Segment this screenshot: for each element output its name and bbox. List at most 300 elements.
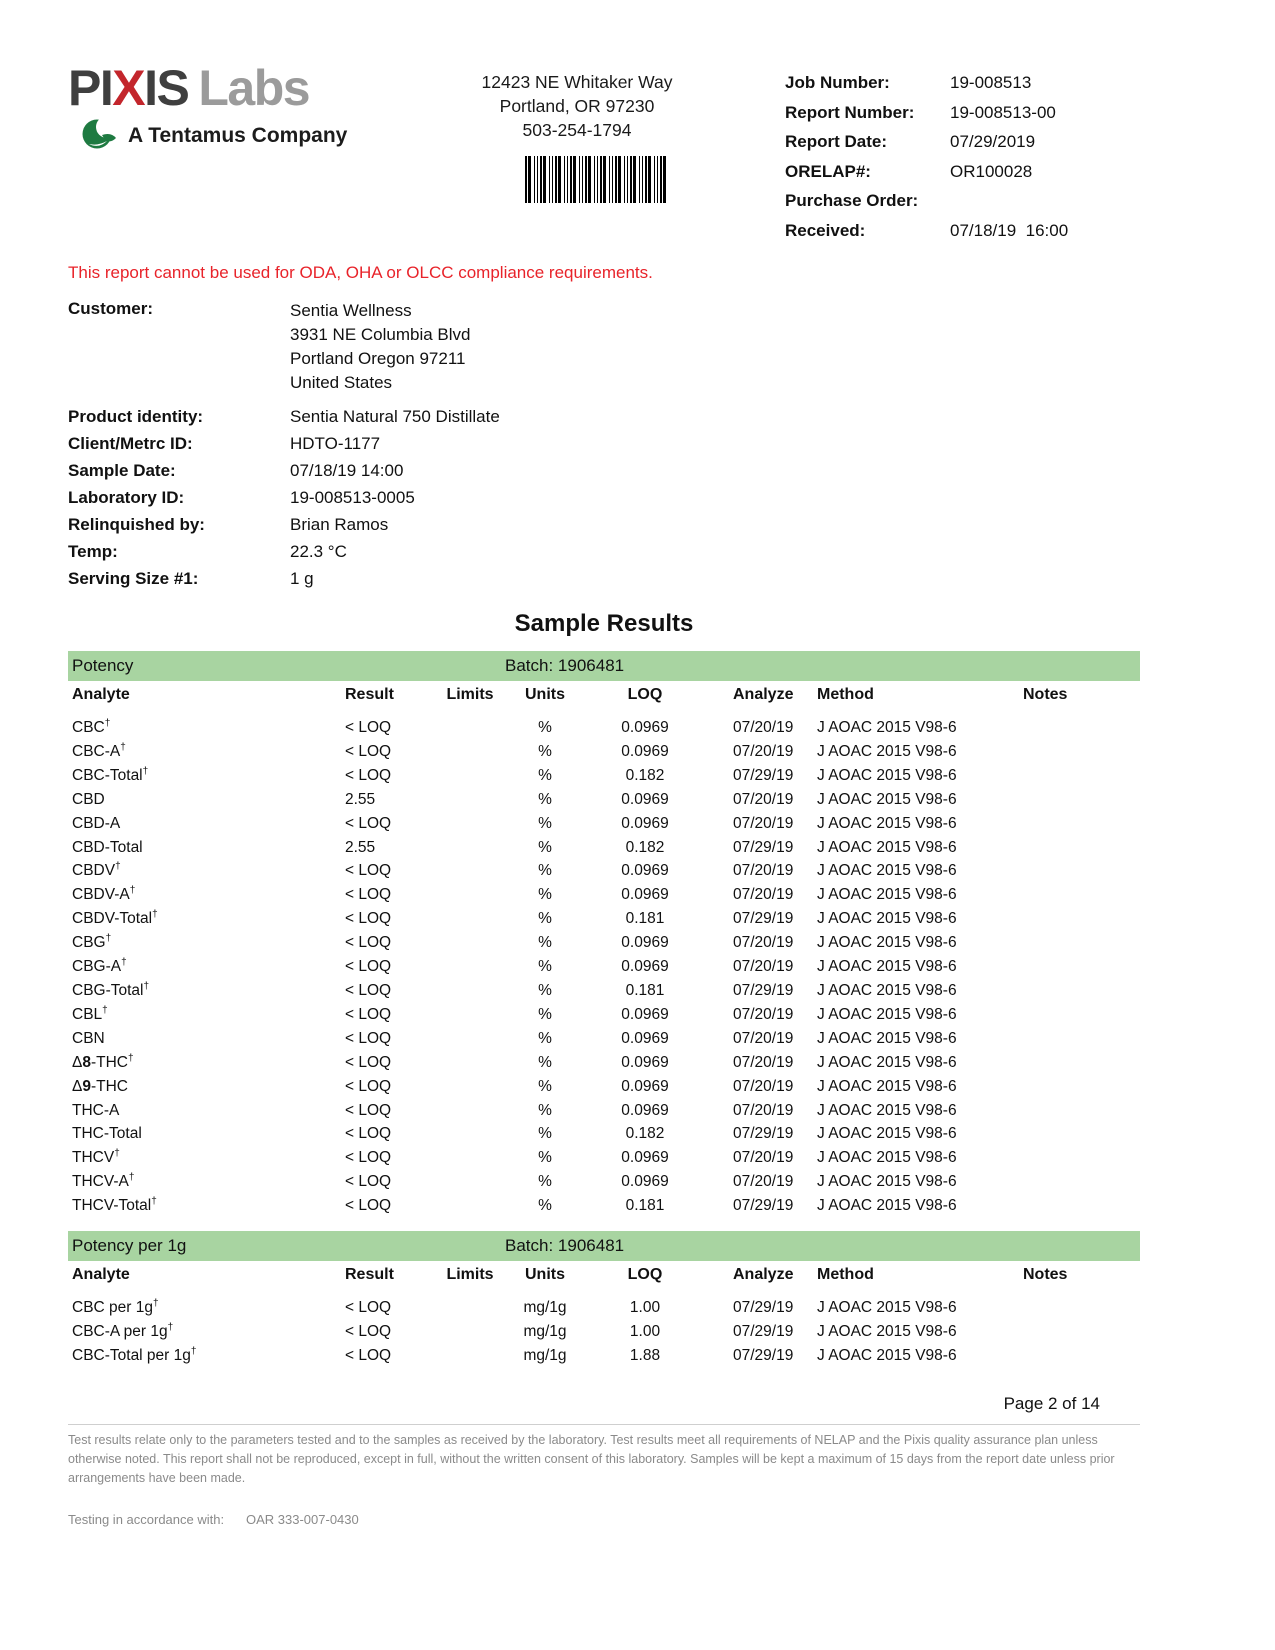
cell-units: %	[538, 1173, 552, 1191]
customer-label: Customer:	[68, 299, 154, 318]
cell-notes	[1015, 1344, 1140, 1368]
customer-address-line: Sentia Wellness	[290, 301, 412, 320]
cell-loq: 0.0969	[621, 862, 669, 880]
cell-loq: 0.0969	[621, 1077, 669, 1095]
column-header-notes: Notes	[1023, 1266, 1068, 1284]
table-row	[68, 716, 1140, 740]
cell-limits	[435, 1099, 505, 1123]
cell-units: %	[538, 886, 552, 904]
lab-address-line: 12423 NE Whitaker Way	[481, 72, 673, 92]
cell-result: < LOQ	[345, 719, 392, 736]
table-row	[68, 931, 1140, 955]
table-body	[68, 1296, 1140, 1368]
meta-label: Report Date:	[785, 132, 888, 151]
sample-info-row	[68, 430, 1140, 457]
cell-units: %	[538, 1077, 552, 1095]
cell-analyte: Δ8-THC†	[72, 1052, 134, 1071]
cell-limits	[435, 1344, 505, 1368]
cell-loq: 0.0969	[621, 934, 669, 952]
cell-analyte: CBC per 1g†	[72, 1297, 159, 1317]
cell-analyte: CBC†	[72, 717, 111, 736]
cell-notes	[1015, 931, 1140, 955]
page-number: Page 2 of 14	[1003, 1393, 1100, 1413]
cell-notes	[1015, 1122, 1140, 1146]
cell-method: J AOAC 2015 V98-6	[817, 1053, 957, 1071]
cell-result: < LOQ	[345, 1053, 392, 1071]
meta-row	[785, 216, 1145, 246]
logo-tagline: A Tentamus Company	[128, 123, 348, 147]
sample-info-label: Serving Size #1:	[68, 569, 199, 588]
cell-analyze: 07/29/19	[733, 1125, 794, 1143]
column-header-analyze: Analyze	[733, 686, 794, 703]
sample-info-label: Sample Date:	[68, 461, 176, 480]
cell-analyte: CBD-Total	[72, 838, 143, 856]
barcode-icon	[525, 156, 667, 203]
column-header-result: Result	[345, 686, 394, 703]
cell-analyze: 07/29/19	[733, 910, 794, 928]
meta-label: ORELAP#:	[785, 161, 871, 181]
cell-loq: 0.181	[625, 1197, 665, 1215]
table-row	[68, 1099, 1140, 1123]
cell-analyze: 07/29/19	[733, 838, 794, 856]
customer-block	[68, 299, 1140, 395]
cell-loq: 0.0969	[621, 1005, 669, 1023]
cell-limits	[435, 812, 505, 836]
sample-info-label: Relinquished by:	[68, 515, 205, 534]
cell-limits	[435, 1296, 505, 1320]
cell-method: J AOAC 2015 V98-6	[817, 719, 957, 736]
report-header	[68, 60, 1140, 240]
cell-analyte: CBN	[72, 1029, 105, 1047]
cell-limits	[435, 1051, 505, 1075]
cell-analyze: 07/20/19	[733, 1053, 794, 1071]
cell-notes	[1015, 836, 1140, 860]
table-row	[68, 1170, 1140, 1194]
cell-notes	[1015, 1051, 1140, 1075]
table-row	[68, 1051, 1140, 1075]
meta-value: 19-008513	[950, 73, 1032, 92]
cell-loq: 0.0969	[621, 1029, 669, 1047]
cell-limits	[435, 883, 505, 907]
cell-result: < LOQ	[345, 1173, 392, 1191]
meta-row	[785, 157, 1145, 187]
cell-loq: 0.0969	[621, 1173, 669, 1191]
cell-analyte: CBD-A	[72, 814, 121, 832]
page-content	[68, 0, 1140, 1529]
sample-info-row	[68, 403, 1140, 430]
sample-results-title: Sample Results	[514, 610, 694, 637]
cell-method: J AOAC 2015 V98-6	[817, 862, 957, 880]
cell-analyze: 07/20/19	[733, 862, 794, 880]
cell-analyze: 07/29/19	[733, 766, 794, 784]
cell-units: %	[538, 934, 552, 952]
section-banner	[68, 651, 1140, 681]
cell-notes	[1015, 1194, 1140, 1218]
cell-method: J AOAC 2015 V98-6	[817, 1029, 957, 1047]
cell-units: %	[538, 742, 552, 760]
cell-loq: 0.0969	[621, 1053, 669, 1071]
cell-analyze: 07/20/19	[733, 814, 794, 832]
sample-info-row	[68, 538, 1140, 565]
table-row	[68, 1122, 1140, 1146]
cell-analyze: 07/29/19	[733, 1299, 794, 1317]
table-row	[68, 1320, 1140, 1344]
cell-analyze: 07/20/19	[733, 790, 794, 808]
column-header-units: Units	[525, 1266, 565, 1284]
cell-analyze: 07/29/19	[733, 981, 794, 999]
cell-limits	[435, 740, 505, 764]
logo-text-x: X	[112, 60, 145, 116]
testing-accordance-value: OAR 333-007-0430	[246, 1511, 359, 1527]
meta-value: 07/29/2019	[950, 132, 1036, 151]
cell-analyte: CBDV-Total†	[72, 909, 158, 928]
cell-result: < LOQ	[345, 1029, 392, 1047]
leaf-icon	[82, 116, 120, 155]
cell-method: J AOAC 2015 V98-6	[817, 886, 957, 904]
cell-method: J AOAC 2015 V98-6	[817, 958, 957, 976]
cell-result: < LOQ	[345, 1101, 392, 1119]
cell-loq: 0.0969	[621, 719, 669, 736]
logo-text-labs: Labs	[198, 60, 310, 116]
cell-notes	[1015, 1075, 1140, 1099]
cell-notes	[1015, 955, 1140, 979]
cell-method: J AOAC 2015 V98-6	[817, 1125, 957, 1143]
cell-result: < LOQ	[345, 934, 392, 952]
cell-method: J AOAC 2015 V98-6	[817, 1077, 957, 1095]
cell-method: J AOAC 2015 V98-6	[817, 1005, 957, 1023]
table-row	[68, 979, 1140, 1003]
cell-units: %	[538, 1197, 552, 1215]
cell-analyze: 07/29/19	[733, 1322, 794, 1340]
table-row	[68, 836, 1140, 860]
column-header-units: Units	[525, 686, 565, 703]
cell-analyte: CBC-A per 1g†	[72, 1321, 174, 1340]
cell-result: 2.55	[345, 790, 376, 808]
meta-label: Purchase Order:	[785, 191, 919, 210]
cell-units: %	[538, 766, 552, 784]
results-section	[68, 1231, 1140, 1368]
cell-limits	[435, 1075, 505, 1099]
cell-analyte: THCV-Total†	[72, 1195, 157, 1215]
sample-info-value: 1 g	[290, 569, 314, 588]
cell-units: mg/1g	[523, 1322, 567, 1340]
meta-row	[785, 98, 1145, 128]
cell-units: %	[538, 1149, 552, 1167]
table-row	[68, 1003, 1140, 1027]
sample-info-label: Product identity:	[68, 407, 204, 426]
cell-analyte: CBDV†	[72, 861, 121, 880]
cell-analyte: CBL†	[72, 1004, 108, 1023]
sample-info-value: 22.3 °C	[290, 542, 347, 561]
cell-method: J AOAC 2015 V98-6	[817, 1101, 957, 1119]
sample-info-value: Brian Ramos	[290, 515, 389, 534]
column-header-analyte: Analyte	[72, 686, 130, 703]
column-header-method: Method	[817, 1266, 874, 1284]
cell-notes	[1015, 1170, 1140, 1194]
table-row	[68, 812, 1140, 836]
section-banner-title: Potency per 1g	[72, 1236, 187, 1256]
cell-analyze: 07/20/19	[733, 1101, 794, 1119]
cell-units: %	[538, 862, 552, 880]
table-row	[68, 1146, 1140, 1170]
cell-method: J AOAC 2015 V98-6	[817, 934, 957, 952]
cell-analyte: CBD	[72, 790, 105, 808]
cell-units: mg/1g	[523, 1299, 567, 1317]
column-header-method: Method	[817, 686, 874, 703]
cell-notes	[1015, 1027, 1140, 1051]
meta-row	[785, 127, 1145, 157]
cell-result: < LOQ	[345, 981, 392, 999]
cell-result: < LOQ	[345, 742, 392, 760]
cell-loq: 0.0969	[621, 1149, 669, 1167]
cell-analyze: 07/20/19	[733, 719, 794, 736]
column-header-loq: LOQ	[627, 1266, 663, 1284]
cell-analyte: THCV†	[72, 1148, 120, 1167]
cell-loq: 0.0969	[621, 790, 669, 808]
cell-result: < LOQ	[345, 1149, 392, 1167]
cell-loq: 1.00	[629, 1299, 661, 1317]
cell-loq: 0.0969	[621, 814, 669, 832]
cell-analyte: Δ9-THC	[72, 1077, 129, 1095]
table-row	[68, 740, 1140, 764]
customer-address	[290, 299, 470, 395]
cell-analyte: THCV-A†	[72, 1172, 135, 1191]
cell-limits	[435, 979, 505, 1003]
report-meta-block	[785, 68, 1145, 245]
cell-method: J AOAC 2015 V98-6	[817, 766, 957, 784]
cell-analyze: 07/20/19	[733, 1077, 794, 1095]
cell-analyze: 07/20/19	[733, 1149, 794, 1167]
cell-loq: 0.182	[625, 838, 665, 856]
cell-units: %	[538, 1125, 552, 1143]
cell-units: %	[538, 838, 552, 856]
column-header-limits: Limits	[446, 686, 494, 703]
cell-analyze: 07/29/19	[733, 1197, 794, 1215]
column-header-loq: LOQ	[627, 686, 663, 703]
table-row	[68, 883, 1140, 907]
cell-method: J AOAC 2015 V98-6	[817, 1299, 957, 1317]
cell-result: 2.55	[345, 838, 376, 856]
cell-result: < LOQ	[345, 862, 392, 880]
cell-units: %	[538, 910, 552, 928]
cell-result: < LOQ	[345, 766, 392, 784]
cell-loq: 0.0969	[621, 886, 669, 904]
cell-loq: 0.0969	[621, 742, 669, 760]
cell-limits	[435, 931, 505, 955]
cell-result: < LOQ	[345, 1346, 392, 1364]
cell-analyte: CBC-Total†	[72, 765, 149, 784]
cell-result: < LOQ	[345, 886, 392, 904]
table-row	[68, 1075, 1140, 1099]
table-header-row	[68, 1263, 1140, 1287]
sample-info-row	[68, 565, 1140, 592]
cell-limits	[435, 1003, 505, 1027]
cell-method: J AOAC 2015 V98-6	[817, 1346, 957, 1364]
cell-loq: 1.88	[629, 1346, 661, 1364]
cell-notes	[1015, 812, 1140, 836]
cell-notes	[1015, 1146, 1140, 1170]
cell-loq: 0.182	[625, 1125, 665, 1143]
table-row	[68, 1027, 1140, 1051]
cell-notes	[1015, 788, 1140, 812]
cell-notes	[1015, 979, 1140, 1003]
cell-result: < LOQ	[345, 1299, 392, 1317]
cell-loq: 0.0969	[621, 958, 669, 976]
cell-result: < LOQ	[345, 1197, 392, 1215]
cell-result: < LOQ	[345, 814, 392, 832]
cell-notes	[1015, 716, 1140, 740]
table-row	[68, 859, 1140, 883]
cell-units: %	[538, 719, 552, 736]
cell-method: J AOAC 2015 V98-6	[817, 790, 957, 808]
results-section	[68, 651, 1140, 1218]
cell-result: < LOQ	[345, 958, 392, 976]
logo-text-is: IS	[144, 60, 189, 116]
cell-limits	[435, 764, 505, 788]
cell-analyte: CBC-A†	[72, 741, 126, 760]
cell-loq: 0.181	[625, 981, 665, 999]
sample-info-label: Temp:	[68, 542, 118, 561]
results-sections	[68, 651, 1140, 1368]
meta-label: Received:	[785, 220, 866, 240]
testing-accordance-row	[68, 1510, 1140, 1529]
cell-limits	[435, 1170, 505, 1194]
cell-result: < LOQ	[345, 1125, 392, 1143]
cell-method: J AOAC 2015 V98-6	[817, 981, 957, 999]
table-row	[68, 764, 1140, 788]
column-header-notes: Notes	[1023, 686, 1068, 703]
testing-accordance-label: Testing in accordance with:	[68, 1511, 225, 1527]
cell-limits	[435, 955, 505, 979]
cell-method: J AOAC 2015 V98-6	[817, 1197, 957, 1215]
cell-units: %	[538, 981, 552, 999]
cell-limits	[435, 1146, 505, 1170]
cell-analyte: CBG-Total†	[72, 980, 150, 999]
section-banner-title: Potency	[72, 656, 134, 675]
meta-value: 07/18/19 16:00	[950, 220, 1069, 240]
meta-label: Report Number:	[785, 102, 915, 122]
customer-address-line: United States	[290, 373, 393, 392]
table-body	[68, 716, 1140, 1218]
cell-limits	[435, 1027, 505, 1051]
cell-analyte: CBG-A†	[72, 956, 127, 976]
cell-notes	[1015, 1003, 1140, 1027]
cell-analyte: CBG†	[72, 933, 112, 952]
batch-label: Batch: 1906481	[505, 656, 625, 675]
cell-units: %	[538, 1101, 552, 1119]
logo-text-pi: PI	[68, 60, 113, 116]
cell-limits	[435, 859, 505, 883]
footer-disclaimer: Test results relate only to the parameters tested and to the samples as received by the laboratory. Test results meet all requirements of NELAP and the Pixis quality assurance plan unless otherwise noted. This report shall not be reproduced, except in full, without the written consent of this laboratory. Samples will be kept a maximum of 15 days from the report date unless prior arrangements have been made.	[68, 1424, 1140, 1488]
sample-info-label: Client/Metrc ID:	[68, 434, 193, 453]
cell-result: < LOQ	[345, 1005, 392, 1023]
table-header-row	[68, 683, 1140, 707]
meta-value: 19-008513-00	[950, 102, 1056, 122]
cell-units: %	[538, 958, 552, 976]
cell-analyze: 07/20/19	[733, 886, 794, 904]
cell-method: J AOAC 2015 V98-6	[817, 1149, 957, 1167]
meta-label: Job Number:	[785, 73, 890, 92]
cell-analyze: 07/20/19	[733, 742, 794, 760]
customer-address-line: 3931 NE Columbia Blvd	[290, 325, 471, 344]
cell-limits	[435, 1194, 505, 1218]
sample-info-value: Sentia Natural 750 Distillate	[290, 407, 500, 426]
cell-method: J AOAC 2015 V98-6	[817, 814, 957, 832]
lab-address-line: Portland, OR 97230	[499, 96, 655, 116]
cell-notes	[1015, 740, 1140, 764]
cell-units: %	[538, 790, 552, 808]
table-row	[68, 1344, 1140, 1368]
cell-analyte: CBC-Total per 1g†	[72, 1345, 197, 1364]
column-header-result: Result	[345, 1266, 394, 1284]
lab-address-line: 503-254-1794	[522, 120, 632, 140]
table-row	[68, 907, 1140, 931]
cell-result: < LOQ	[345, 1322, 392, 1340]
cell-loq: 0.182	[625, 766, 665, 784]
sample-info-value: 07/18/19 14:00	[290, 461, 404, 480]
meta-value: OR100028	[950, 161, 1033, 181]
cell-analyte: THC-A	[72, 1101, 120, 1119]
batch-label: Batch: 1906481	[505, 1236, 625, 1256]
cell-loq: 1.00	[629, 1322, 661, 1340]
cell-method: J AOAC 2015 V98-6	[817, 838, 957, 856]
cell-limits	[435, 716, 505, 740]
cell-analyze: 07/20/19	[733, 958, 794, 976]
cell-units: %	[538, 1005, 552, 1023]
meta-row	[785, 68, 1145, 98]
cell-limits	[435, 788, 505, 812]
cell-units: mg/1g	[523, 1346, 567, 1364]
cell-limits	[435, 907, 505, 931]
cell-notes	[1015, 883, 1140, 907]
column-header-analyze: Analyze	[733, 1266, 794, 1284]
sample-info-row	[68, 457, 1140, 484]
cell-notes	[1015, 1099, 1140, 1123]
column-header-analyte: Analyte	[72, 1266, 130, 1284]
table-row	[68, 955, 1140, 979]
cell-units: %	[538, 1029, 552, 1047]
cell-analyze: 07/20/19	[733, 934, 794, 952]
sample-info-row	[68, 511, 1140, 538]
cell-analyze: 07/20/19	[733, 1005, 794, 1023]
sample-info-value: 19-008513-0005	[290, 488, 415, 507]
column-header-limits: Limits	[446, 1266, 494, 1284]
cell-limits	[435, 836, 505, 860]
cell-analyze: 07/29/19	[733, 1346, 794, 1364]
lab-address-lines	[427, 70, 727, 142]
sample-info-block	[68, 403, 1140, 592]
cell-result: < LOQ	[345, 910, 392, 928]
sample-info-row	[68, 484, 1140, 511]
cell-loq: 0.181	[625, 910, 665, 928]
section-banner	[68, 1231, 1140, 1261]
cell-units: %	[538, 1053, 552, 1071]
lab-address-block	[427, 70, 727, 203]
compliance-notice: This report cannot be used for ODA, OHA or OLCC compliance requirements.	[68, 263, 653, 282]
cell-limits	[435, 1122, 505, 1146]
customer-address-line: Portland Oregon 97211	[290, 349, 466, 368]
cell-method: J AOAC 2015 V98-6	[817, 910, 957, 928]
sample-info-value: HDTO-1177	[290, 434, 381, 453]
cell-notes	[1015, 859, 1140, 883]
table-row	[68, 788, 1140, 812]
cell-notes	[1015, 907, 1140, 931]
cell-analyze: 07/20/19	[733, 1173, 794, 1191]
cell-limits	[435, 1320, 505, 1344]
cell-method: J AOAC 2015 V98-6	[817, 1173, 957, 1191]
table-row	[68, 1194, 1140, 1218]
sample-info-label: Laboratory ID:	[68, 488, 185, 507]
